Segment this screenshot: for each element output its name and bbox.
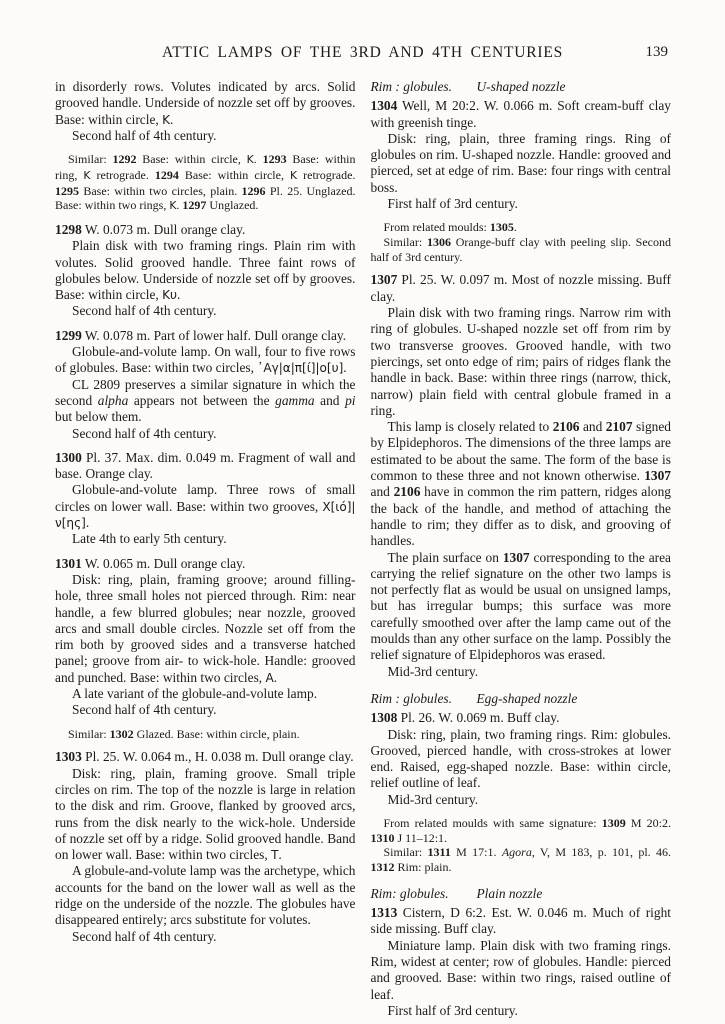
- page-content: [55, 79, 671, 1019]
- text-run: Mid-3rd century.: [387, 791, 479, 807]
- text-run: W. 0.073 m. Dull orange clay.: [81, 222, 246, 237]
- text-run: A late variant of the globule-and-volute lamp.: [72, 686, 318, 702]
- text-run: .: [513, 220, 517, 235]
- greek-inscription: Κ: [290, 168, 298, 182]
- catalog-entry-paragraph: [55, 749, 356, 765]
- small-print-note: [371, 816, 672, 875]
- paragraph: [371, 727, 672, 792]
- small-print-note: [55, 727, 356, 742]
- text-run: Rim: plain.: [394, 860, 452, 875]
- paragraph: [55, 863, 356, 928]
- paragraph: [55, 238, 356, 303]
- text-run: This lamp is closely related to: [387, 419, 553, 435]
- heading-nozzle-type: U-shaped nozzle: [476, 79, 566, 94]
- catalog-number: 1307: [644, 468, 671, 484]
- text-run: From related moulds with same signature:: [383, 815, 602, 830]
- text-run: Globule-and-volute lamp. Three rows of small circles on lower wall. Base: within two grooves,: [55, 482, 356, 514]
- text-run: First half of 3rd century.: [387, 1002, 518, 1018]
- heading-rim-type: Rim : globules.: [370, 79, 452, 94]
- text-run: W. 0.065 m. Dull orange clay.: [81, 555, 246, 571]
- catalog-number: 1300: [55, 449, 82, 465]
- catalog-number: 1304: [370, 98, 398, 114]
- text-run: From related moulds:: [383, 220, 490, 235]
- small-print-paragraph: [371, 845, 672, 874]
- paragraph: [371, 550, 672, 664]
- text-run: M 17:1.: [450, 845, 502, 860]
- text-run: .: [278, 847, 282, 863]
- italic-term: pi: [345, 392, 356, 408]
- text-run: Similar:: [68, 726, 110, 741]
- text-run: Late 4th to early 5th century.: [72, 531, 227, 547]
- text-run: Pl. 26. W. 0.069 m. Buff clay.: [397, 710, 560, 726]
- text-run: The plain surface on: [387, 549, 503, 565]
- paragraph: [55, 686, 356, 702]
- text-run: .: [343, 360, 347, 376]
- text-run: Second half of 4th century.: [72, 425, 217, 441]
- text-run: Disk: ring, plain, framing groove; around filling-hole, three small holes not pierced through. Rim: near handle, a few blurred globules; near nozzle, grooved arcs and small double circles. Nozzle set off from the rim both by grooved sides and a transverse hatched panel; groove from air- to wick-hole. Handle: grooved and punched. Base: within two circles,: [55, 571, 356, 685]
- catalog-number: 1297: [182, 198, 207, 213]
- paragraph: [55, 303, 356, 319]
- catalog-number: 1293: [262, 152, 287, 167]
- greek-inscription: Κ: [246, 153, 254, 167]
- small-print-paragraph: [55, 152, 356, 214]
- text-run: Second half of 4th century.: [72, 928, 217, 944]
- text-run: Pl. 25. Unglazed. Base: within two rings,: [55, 183, 356, 213]
- paragraph: [55, 426, 356, 442]
- paragraph: [371, 664, 672, 680]
- text-run: Plain disk with two framing rings. Plain rim with volutes. Solid grooved handle. Three faint rows of globules below. Underside of nozzle set off by grooves. Base: within circle,: [55, 238, 356, 303]
- text-run: in disorderly rows. Volutes indicated by arcs. Solid grooved handle. Underside of nozzle set off by grooves. Base: within circle,: [55, 79, 356, 127]
- running-head: [55, 44, 670, 64]
- paragraph: [371, 938, 672, 1003]
- paragraph: [55, 531, 356, 547]
- greek-inscription: Κ: [162, 112, 170, 127]
- catalog-number: 1307: [370, 272, 398, 288]
- paragraph: [371, 196, 672, 212]
- greek-inscription: Χ[ιό]|ν[ης]: [55, 499, 356, 531]
- paragraph: [55, 702, 356, 718]
- catalog-number: 1292: [112, 152, 137, 167]
- text-run: Similar:: [383, 845, 428, 860]
- text-run: Miniature lamp. Plain disk with two framing rings. Rim, widest at center; row of globules. Handle: pierced and grooved. Base: within two rings, raised outline of leaf.: [370, 937, 671, 1002]
- text-run: Globule-and-volute lamp. On wall, four to five rows of globules. Base: within two circles,: [55, 344, 356, 376]
- text-run: Base: within ring,: [55, 152, 356, 182]
- catalog-entry-paragraph: [55, 328, 356, 344]
- paragraph: [371, 905, 672, 938]
- small-print-paragraph: [371, 816, 672, 845]
- text-run: Mid-3rd century.: [387, 663, 479, 679]
- catalog-entry-paragraph: [55, 450, 356, 483]
- greek-inscription: Κ: [169, 199, 177, 213]
- catalog-number: 1303: [55, 749, 82, 765]
- text-run: .: [253, 152, 263, 167]
- catalog-number: 1306: [426, 235, 451, 250]
- text-run: Unglazed.: [206, 198, 259, 213]
- catalog-number: 1307: [502, 549, 530, 565]
- catalog-entry-paragraph: [55, 222, 356, 238]
- paragraph: [55, 79, 356, 128]
- catalog-number: 1313: [370, 905, 398, 921]
- catalog-number: 1301: [55, 555, 82, 571]
- text-run: retrograde.: [90, 167, 155, 182]
- catalog-number: 2106: [552, 419, 580, 435]
- catalog-number: 1295: [55, 183, 79, 198]
- text-run: appears not between the: [128, 392, 276, 408]
- paragraph: [55, 766, 356, 864]
- small-print-note: [371, 220, 672, 264]
- text-run: and: [579, 419, 606, 435]
- greek-inscription: ᾿Αγ|α|π[ί]|ο[υ]: [257, 361, 344, 376]
- text-run: Plain disk with two framing rings. Narrow rim with ring of globules. U-shaped nozzle set off from rim by two transverse grooves. Grooved handle, with two piercings, set onto edge of rim; pairs of ridges flank the handle in back. Base: within three rings (narrow, thick, narrow) plain field with central globule framed in a ring.: [370, 305, 671, 418]
- text-run: .: [273, 669, 278, 685]
- catalog-number: 1298: [55, 222, 82, 237]
- catalog-number: 1302: [109, 726, 134, 741]
- paragraph: [55, 929, 356, 945]
- text-run: M 20:2.: [625, 815, 671, 830]
- section-heading: [371, 886, 672, 902]
- text-run: .: [176, 198, 183, 213]
- text-run: Well, M 20:2. W. 0.066 m. Soft cream-buff clay with greenish tinge.: [370, 98, 671, 130]
- text-run: signed by Elpidephoros. The dimensions of the three lamps are estimated to be about the same. The form of the base is common to these three and not known otherwise.: [370, 419, 672, 484]
- catalog-number: 2107: [605, 419, 633, 435]
- catalog-number: 1312: [370, 860, 395, 875]
- catalog-entry-paragraph: [55, 556, 356, 572]
- text-run: Base: within circle,: [136, 152, 247, 167]
- text-run: CL 2809 preserves a similar signature in which the second: [55, 376, 356, 408]
- heading-nozzle-type: Egg-shaped nozzle: [476, 690, 578, 706]
- greek-inscription: Τ: [271, 848, 279, 863]
- small-print-paragraph: [55, 727, 356, 742]
- paragraph: [55, 344, 356, 377]
- text-run: and: [314, 392, 346, 408]
- text-run: Second half of 4th century.: [72, 127, 217, 143]
- greek-inscription: Κυ: [162, 288, 177, 303]
- heading-rim-type: Rim: globules.: [370, 885, 449, 901]
- text-run: Orange-buff clay with peeling slip. Second half of 3rd century.: [370, 235, 672, 264]
- section-heading: [371, 691, 672, 707]
- catalog-number: 1311: [427, 845, 451, 860]
- small-print-paragraph: [371, 235, 672, 264]
- text-run: have in common the rim pattern, ridges along the back of the handle, and method of attaching the handle to rim; they differ as to disk, and grooving of handles.: [370, 484, 671, 549]
- small-print-paragraph: [371, 220, 672, 235]
- text-run: Similar:: [68, 152, 113, 167]
- text-run: , V, M 183, p. 101, pl. 46.: [531, 845, 672, 860]
- catalog-number: 1305: [489, 220, 514, 235]
- italic-term: alpha: [97, 392, 129, 408]
- text-run: Disk: ring, plain, three framing rings. Ring of globules on rim. U-shaped nozzle. Handle: grooved and pierced, set at edge of rim. Base: four rings with central boss.: [370, 130, 671, 195]
- page-title: ATTIC LAMPS OF THE 3RD AND 4TH CENTURIES: [161, 44, 564, 61]
- page-number: 139: [645, 44, 668, 60]
- text-run: Cistern, D 6:2. Est. W. 0.046 m. Much of right side missing. Buff clay.: [370, 905, 671, 937]
- heading-rim-type: Rim : globules.: [370, 690, 452, 706]
- section-heading: [371, 79, 672, 95]
- text-run: Pl. 25. W. 0.064 m., H. 0.038 m. Dull orange clay.: [81, 749, 354, 765]
- catalog-number: 1296: [241, 183, 266, 198]
- catalog-number: 1309: [601, 815, 626, 830]
- text-run: J 11–12:1.: [394, 830, 448, 845]
- text-run: and: [370, 484, 394, 500]
- paragraph: [371, 305, 672, 419]
- paragraph: [371, 792, 672, 808]
- text-run: A globule-and-volute lamp was the archetype, which accounts for the band on the lower wall as well as the ridge on the underside of the nozzle. The globules have disappeared entirely; arcs substitute for volutes.: [55, 863, 356, 928]
- text-run: W. 0.078 m. Part of lower half. Dull orange clay.: [81, 327, 347, 343]
- text-run: .: [176, 287, 181, 303]
- text-run: Second half of 4th century.: [72, 303, 217, 319]
- paragraph: [55, 482, 356, 531]
- text-run: Second half of 4th century.: [72, 702, 217, 718]
- catalog-number: 1310: [370, 830, 395, 845]
- text-run: Disk: ring, plain, two framing rings. Rim: globules. Grooved, pierced handle, with cross-strokes at lower end. Raised, egg-shaped nozzle. Base: within circle, relief outline of leaf.: [370, 726, 671, 791]
- italic-term: gamma: [275, 392, 315, 408]
- catalog-number: 1294: [154, 167, 179, 182]
- text-run: Pl. 25. W. 0.097 m. Most of nozzle missing. Buff clay.: [370, 272, 671, 304]
- paragraph: [371, 710, 672, 726]
- text-run: Pl. 37. Max. dim. 0.049 m. Fragment of wall and base. Orange clay.: [55, 449, 356, 482]
- left-column: [55, 79, 356, 1019]
- catalog-entry-paragraph: [371, 272, 672, 305]
- greek-inscription: Α: [265, 670, 274, 685]
- small-print-note: [55, 152, 356, 214]
- paragraph: [371, 1003, 672, 1019]
- text-run: retrograde.: [297, 167, 356, 182]
- paragraph: [371, 98, 672, 131]
- paragraph: [371, 419, 672, 549]
- text-run: Base: within circle,: [178, 167, 291, 182]
- text-run: .: [170, 111, 174, 127]
- text-run: Base: within two circles, plain.: [79, 183, 242, 198]
- catalog-number: 2106: [393, 484, 421, 500]
- greek-inscription: Κ: [83, 168, 91, 182]
- text-run: corresponding to the area carrying the relief signature on the other two lamps is not perfectly flat as would be usual on unsigned lamps, but has irregular bumps; this surface was more carefully smoothed over after the lamp came out of the moulds than any other surface on the lamp. Possibly the relief signature of Elpidephoros was erased.: [370, 549, 671, 663]
- paragraph: [55, 128, 356, 144]
- catalog-number: 1308: [370, 710, 398, 726]
- catalog-number: 1299: [55, 327, 82, 343]
- right-column: [371, 79, 672, 1019]
- paragraph: [371, 131, 672, 196]
- italic-term: Agora: [501, 845, 532, 860]
- text-run: First half of 3rd century.: [387, 196, 518, 212]
- paragraph: [55, 572, 356, 686]
- paragraph: [55, 377, 356, 426]
- text-run: Similar:: [383, 235, 427, 250]
- text-run: Glazed. Base: within circle, plain.: [133, 726, 300, 741]
- text-run: but below them.: [55, 409, 142, 425]
- heading-nozzle-type: Plain nozzle: [476, 885, 543, 901]
- text-run: Disk: ring, plain, framing groove. Small triple circles on rim. The top of the nozzle is large in relation to the disk and rim. Groove, flanked by grooved arcs, runs from the disk nearly to the wick-hole. Underside of nozzle set off by a ridge. Solid grooved handle. Band on lower wall. Base: within two circles,: [55, 765, 356, 863]
- text-run: .: [85, 515, 90, 531]
